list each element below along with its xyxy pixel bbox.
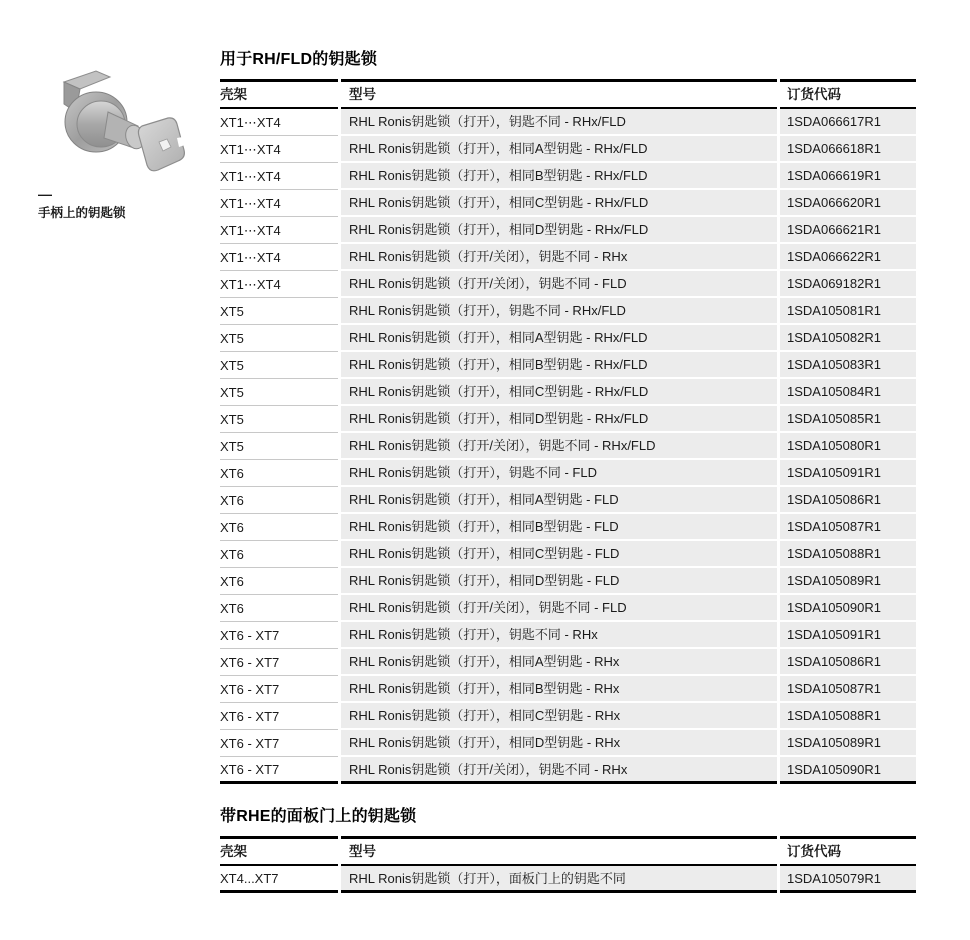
frame-cell: XT6 - XT7 — [220, 676, 338, 703]
model-cell: RHL Ronis钥匙锁（打开/关闭），钥匙不同 - RHx — [341, 757, 777, 784]
code-cell: 1SDA105086R1 — [780, 487, 916, 514]
code-cell: 1SDA066621R1 — [780, 217, 916, 244]
figure-caption: 手柄上的钥匙锁 — [38, 206, 126, 220]
table-row — [220, 271, 916, 298]
code-cell: 1SDA105080R1 — [780, 433, 916, 460]
model-cell: RHL Ronis钥匙锁（打开），相同B型钥匙 - FLD — [341, 514, 777, 541]
table-row — [220, 163, 916, 190]
frame-cell: XT5 — [220, 379, 338, 406]
frame-cell: XT6 - XT7 — [220, 703, 338, 730]
table-row — [220, 217, 916, 244]
model-cell: RHL Ronis钥匙锁（打开），相同A型钥匙 - RHx/FLD — [341, 136, 777, 163]
frame-cell: XT6 - XT7 — [220, 649, 338, 676]
model-cell: RHL Ronis钥匙锁（打开），相同D型钥匙 - RHx/FLD — [341, 217, 777, 244]
model-cell: RHL Ronis钥匙锁（打开/关闭），钥匙不同 - FLD — [341, 595, 777, 622]
section-rh-fld-locks — [220, 46, 916, 784]
frame-cell: XT6 - XT7 — [220, 757, 338, 784]
code-cell: 1SDA105088R1 — [780, 541, 916, 568]
model-cell: RHL Ronis钥匙锁（打开/关闭），钥匙不同 - RHx/FLD — [341, 433, 777, 460]
code-cell: 1SDA105087R1 — [780, 676, 916, 703]
table-row — [220, 514, 916, 541]
column-header-model: 型号 — [341, 836, 777, 866]
frame-cell: XT5 — [220, 406, 338, 433]
column-header-code: 订货代码 — [780, 836, 916, 866]
code-cell: 1SDA066618R1 — [780, 136, 916, 163]
model-cell: RHL Ronis钥匙锁（打开/关闭），钥匙不同 - FLD — [341, 271, 777, 298]
product-figure — [38, 64, 193, 221]
model-cell: RHL Ronis钥匙锁（打开），相同A型钥匙 - FLD — [341, 487, 777, 514]
code-cell: 1SDA105090R1 — [780, 757, 916, 784]
frame-cell: XT5 — [220, 433, 338, 460]
table-row — [220, 622, 916, 649]
table-row — [220, 325, 916, 352]
table-row — [220, 703, 916, 730]
frame-cell: XT1⋯XT4 — [220, 271, 338, 298]
frame-cell: XT6 - XT7 — [220, 730, 338, 757]
model-cell: RHL Ronis钥匙锁（打开），相同C型钥匙 - RHx/FLD — [341, 379, 777, 406]
code-cell: 1SDA105091R1 — [780, 460, 916, 487]
table-row — [220, 109, 916, 136]
table-row — [220, 568, 916, 595]
code-cell: 1SDA105081R1 — [780, 298, 916, 325]
model-cell: RHL Ronis钥匙锁（打开），相同C型钥匙 - RHx — [341, 703, 777, 730]
frame-cell: XT1⋯XT4 — [220, 190, 338, 217]
rh-fld-lock-table — [220, 79, 916, 784]
column-header-frame: 壳架 — [220, 836, 338, 866]
frame-cell: XT1⋯XT4 — [220, 217, 338, 244]
table-row — [220, 730, 916, 757]
frame-cell: XT6 — [220, 487, 338, 514]
column-header-code: 订货代码 — [780, 79, 916, 109]
frame-cell: XT6 — [220, 568, 338, 595]
code-cell: 1SDA105083R1 — [780, 352, 916, 379]
caption-dash: — — [38, 186, 52, 202]
table-row — [220, 406, 916, 433]
frame-cell: XT5 — [220, 298, 338, 325]
table-row — [220, 649, 916, 676]
key-lock-photo — [38, 64, 188, 178]
code-cell: 1SDA105082R1 — [780, 325, 916, 352]
rhe-panel-door-lock-table — [220, 836, 916, 893]
model-cell: RHL Ronis钥匙锁（打开），钥匙不同 - RHx/FLD — [341, 298, 777, 325]
frame-cell: XT6 — [220, 541, 338, 568]
code-cell: 1SDA066617R1 — [780, 109, 916, 136]
code-cell: 1SDA105087R1 — [780, 514, 916, 541]
model-cell: RHL Ronis钥匙锁（打开），相同B型钥匙 - RHx — [341, 676, 777, 703]
frame-cell: XT1⋯XT4 — [220, 163, 338, 190]
code-cell: 1SDA105091R1 — [780, 622, 916, 649]
table-row — [220, 244, 916, 271]
frame-cell: XT6 — [220, 514, 338, 541]
code-cell: 1SDA105079R1 — [780, 866, 916, 893]
table-row — [220, 757, 916, 784]
column-header-frame: 壳架 — [220, 79, 338, 109]
model-cell: RHL Ronis钥匙锁（打开），相同D型钥匙 - FLD — [341, 568, 777, 595]
model-cell: RHL Ronis钥匙锁（打开），相同D型钥匙 - RHx/FLD — [341, 406, 777, 433]
table-row — [220, 460, 916, 487]
code-cell: 1SDA066622R1 — [780, 244, 916, 271]
code-cell: 1SDA105086R1 — [780, 649, 916, 676]
table-row — [220, 676, 916, 703]
catalog-content — [220, 46, 916, 893]
code-cell: 1SDA105089R1 — [780, 568, 916, 595]
table-row — [220, 866, 916, 893]
table-row — [220, 595, 916, 622]
model-cell: RHL Ronis钥匙锁（打开），相同C型钥匙 - FLD — [341, 541, 777, 568]
model-cell: RHL Ronis钥匙锁（打开），相同A型钥匙 - RHx/FLD — [341, 325, 777, 352]
code-cell: 1SDA066620R1 — [780, 190, 916, 217]
model-cell: RHL Ronis钥匙锁（打开），钥匙不同 - FLD — [341, 460, 777, 487]
table-row — [220, 541, 916, 568]
code-cell: 1SDA105089R1 — [780, 730, 916, 757]
table-row — [220, 433, 916, 460]
frame-cell: XT6 - XT7 — [220, 622, 338, 649]
table-header-row — [220, 79, 916, 109]
table-row — [220, 136, 916, 163]
model-cell: RHL Ronis钥匙锁（打开/关闭），钥匙不同 - RHx — [341, 244, 777, 271]
frame-cell: XT4...XT7 — [220, 866, 338, 893]
frame-cell: XT5 — [220, 352, 338, 379]
section-rhe-panel-door-locks — [220, 803, 916, 893]
code-cell: 1SDA069182R1 — [780, 271, 916, 298]
column-header-model: 型号 — [341, 79, 777, 109]
table-row — [220, 487, 916, 514]
code-cell: 1SDA105088R1 — [780, 703, 916, 730]
table-row — [220, 352, 916, 379]
code-cell: 1SDA066619R1 — [780, 163, 916, 190]
model-cell: RHL Ronis钥匙锁（打开），相同D型钥匙 - RHx — [341, 730, 777, 757]
table-header-row — [220, 836, 916, 866]
table-row — [220, 190, 916, 217]
table2-title: 带RHE的面板门上的钥匙锁 — [220, 808, 417, 825]
code-cell: 1SDA105085R1 — [780, 406, 916, 433]
frame-cell: XT6 — [220, 595, 338, 622]
frame-cell: XT1⋯XT4 — [220, 244, 338, 271]
model-cell: RHL Ronis钥匙锁（打开），相同C型钥匙 - RHx/FLD — [341, 190, 777, 217]
model-cell: RHL Ronis钥匙锁（打开），面板门上的钥匙不同 — [341, 866, 777, 893]
table1-title: 用于RH/FLD的钥匙锁 — [220, 51, 378, 68]
model-cell: RHL Ronis钥匙锁（打开），钥匙不同 - RHx/FLD — [341, 109, 777, 136]
frame-cell: XT6 — [220, 460, 338, 487]
table-row — [220, 298, 916, 325]
model-cell: RHL Ronis钥匙锁（打开），钥匙不同 - RHx — [341, 622, 777, 649]
frame-cell: XT1⋯XT4 — [220, 109, 338, 136]
code-cell: 1SDA105090R1 — [780, 595, 916, 622]
model-cell: RHL Ronis钥匙锁（打开），相同B型钥匙 - RHx/FLD — [341, 352, 777, 379]
code-cell: 1SDA105084R1 — [780, 379, 916, 406]
table-row — [220, 379, 916, 406]
frame-cell: XT1⋯XT4 — [220, 136, 338, 163]
frame-cell: XT5 — [220, 325, 338, 352]
model-cell: RHL Ronis钥匙锁（打开），相同B型钥匙 - RHx/FLD — [341, 163, 777, 190]
model-cell: RHL Ronis钥匙锁（打开），相同A型钥匙 - RHx — [341, 649, 777, 676]
